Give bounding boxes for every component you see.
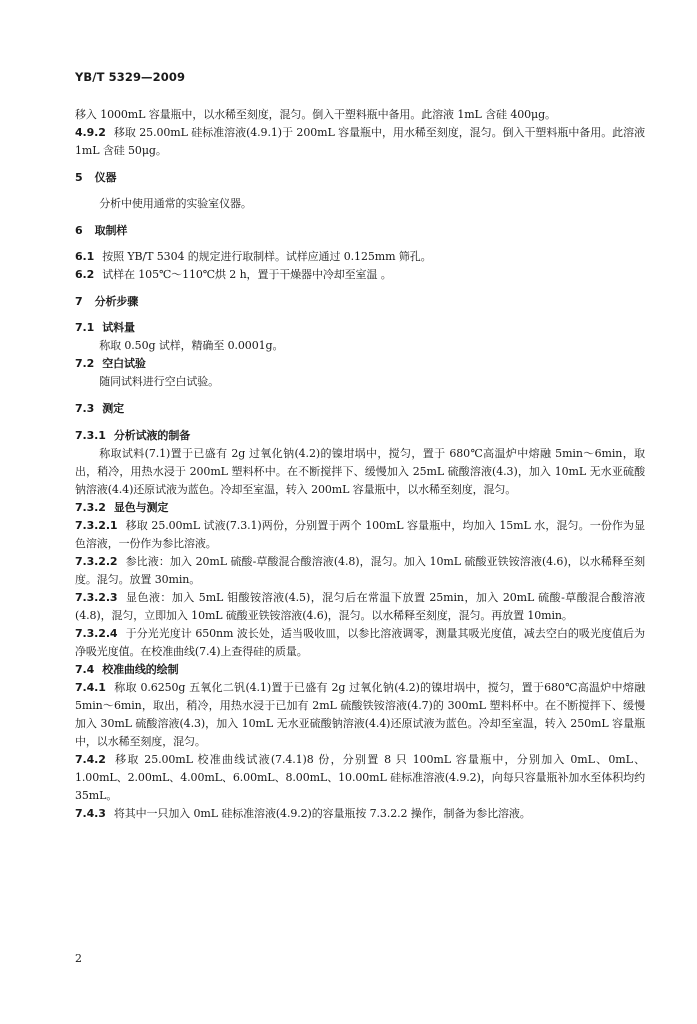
clause-title: 试料量: [102, 321, 135, 334]
clause-7-3-2-2: [75, 553, 645, 589]
clause-text: 参比液：加入 20mL 硫酸-草酸混合酸溶液(4.8)，混匀。加入 10mL 硫酸亚铁铵溶液(4.6)，以水稀释至刻度。混匀。放置 30min。: [75, 555, 645, 586]
clause-7-2-text: 随同试料进行空白试验。: [99, 375, 220, 388]
clause-number: 6.2: [75, 268, 95, 281]
clause-number: 6.1: [75, 250, 95, 263]
section-number: 5: [75, 171, 83, 184]
document-body: [75, 106, 645, 823]
clause-7-3-1-heading: [75, 427, 645, 445]
clause-number: 7.4.3: [75, 807, 106, 820]
section-6-heading: [75, 222, 645, 240]
clause-text: 移取 25.00mL 试液(7.3.1)两份，分别置于两个 100mL 容量瓶中，均加入 15mL 水，混匀。一份作为显色溶液，一份作为参比溶液。: [75, 519, 645, 550]
section-title: 仪器: [94, 171, 117, 184]
standard-number-header: YB/T 5329—2009: [75, 70, 186, 84]
clause-4-9-2: [75, 124, 645, 160]
clause-7-4-2: [75, 751, 645, 805]
clause-7-1-heading: [75, 319, 645, 337]
clause-7-3-2-4: [75, 625, 645, 661]
paragraph-4-9-1-continued: 移入 1000mL 容量瓶中，以水稀至刻度，混匀。倒入干塑料瓶中备用。此溶液 1mL 含硅 400μg。: [75, 108, 556, 121]
clause-text: 移取 25.00mL 硅标准溶液(4.9.1)于 200mL 容量瓶中，用水稀至刻度，混匀。倒入干塑料瓶中备用。此溶液 1mL 含硅 50μg。: [75, 126, 645, 157]
section-number: 7: [75, 295, 83, 308]
clause-number: 7.3: [75, 402, 95, 415]
clause-number: 7.4.2: [75, 753, 106, 766]
clause-7-4-3: [75, 805, 645, 823]
section-title: 取制样: [94, 224, 128, 237]
clause-7-4-1: [75, 679, 645, 751]
clause-text: 于分光光度计 650nm 波长处，适当吸收皿，以参比溶液调零，测量其吸光度值，减去空白的吸光度值后为净吸光度值。在校准曲线(7.4)上查得硅的质量。: [75, 627, 645, 658]
clause-number: 7.3.2.2: [75, 555, 118, 568]
page-number: 2: [75, 952, 82, 965]
clause-6-2: [75, 266, 645, 284]
clause-number: 7.3.2.4: [75, 627, 118, 640]
clause-7-3-heading: [75, 400, 645, 418]
clause-7-3-2-heading: [75, 499, 645, 517]
clause-7-1-text: 称取 0.50g 试样，精确至 0.0001g。: [99, 339, 284, 352]
clause-text: 称取 0.6250g 五氧化二钒(4.1)置于已盛有 2g 过氧化钠(4.2)的镍坩埚中，搅匀，置于680℃高温炉中熔融 5min～6min，取出，稍冷，用热水浸于已加有 2mL 硫酸铁铵溶液(4.7)的 300mL 塑料杯中。在不断搅拌下、缓慢加入 30mL 硫酸溶液(4.3)，加入 10mL 无水亚硫酸钠溶液(4.4)还原试液为蓝色。冷却至室温，转入 250mL 容量瓶中，以水稀至刻度，混匀。: [75, 681, 645, 748]
clause-title: 测定: [102, 402, 124, 415]
clause-7-3-2-3: [75, 589, 645, 625]
clause-number: 7.3.2.3: [75, 591, 118, 604]
clause-text: 移取 25.00mL 校准曲线试液(7.4.1)8 份，分别置 8 只 100mL 容量瓶中，分别加入 0mL、0mL、1.00mL、2.00mL、4.00mL、6.00mL、8.00mL、10.00mL 硅标准溶液(4.9.2)，向每只容量瓶补加水至体积均约 35mL。: [75, 753, 645, 802]
clause-title: 空白试验: [102, 357, 146, 370]
clause-7-3-1-text: 称取试料(7.1)置于已盛有 2g 过氧化钠(4.2)的镍坩埚中，搅匀，置于 680℃高温炉中熔融 5min～6min，取出，稍冷，用热水浸于 200mL 塑料杯中。在不断搅拌下、缓慢加入 25mL 硫酸溶液(4.3)，加入 10mL 无水亚硫酸钠溶液(4.4)还原试液为蓝色。冷却至室温，转入 200mL 容量瓶中，以水稀至刻度，混匀。: [75, 447, 645, 496]
clause-title: 显色与测定: [113, 501, 169, 514]
section-title: 分析步骤: [94, 295, 139, 308]
section-5-text: 分析中使用通常的实验室仪器。: [99, 197, 252, 210]
clause-text: 将其中一只加入 0mL 硅标准溶液(4.9.2)的容量瓶按 7.3.2.2 操作，制备为参比溶液。: [113, 807, 531, 820]
section-5-heading: [75, 169, 645, 187]
clause-number: 7.4: [75, 663, 95, 676]
clause-text: 按照 YB/T 5304 的规定进行取制样。试样应通过 0.125mm 筛孔。: [102, 250, 432, 263]
clause-number: 7.3.2: [75, 501, 106, 514]
section-7-heading: [75, 293, 645, 311]
clause-number: 7.3.1: [75, 429, 106, 442]
clause-7-3-2-1: [75, 517, 645, 553]
clause-number: 7.4.1: [75, 681, 106, 694]
clause-title: 校准曲线的绘制: [102, 663, 179, 676]
clause-7-4-heading: [75, 661, 645, 679]
clause-title: 分析试液的制备: [113, 429, 191, 442]
clause-number: 7.1: [75, 321, 95, 334]
clause-number: 7.3.2.1: [75, 519, 118, 532]
clause-number: 7.2: [75, 357, 95, 370]
clause-number: 4.9.2: [75, 126, 106, 139]
clause-7-2-heading: [75, 355, 645, 373]
clause-6-1: [75, 248, 645, 266]
clause-text: 试样在 105℃～110℃烘 2 h，置于干燥器中冷却至室温 。: [102, 268, 392, 281]
clause-text: 显色液：加入 5mL 钼酸铵溶液(4.5)，混匀后在常温下放置 25min，加入 20mL 硫酸-草酸混合酸溶液(4.8)，混匀，立即加入 10mL 硫酸亚铁铵溶液(4.6)，混匀。以水稀释至刻度，混匀。再放置 10min。: [75, 591, 645, 622]
section-number: 6: [75, 224, 83, 237]
